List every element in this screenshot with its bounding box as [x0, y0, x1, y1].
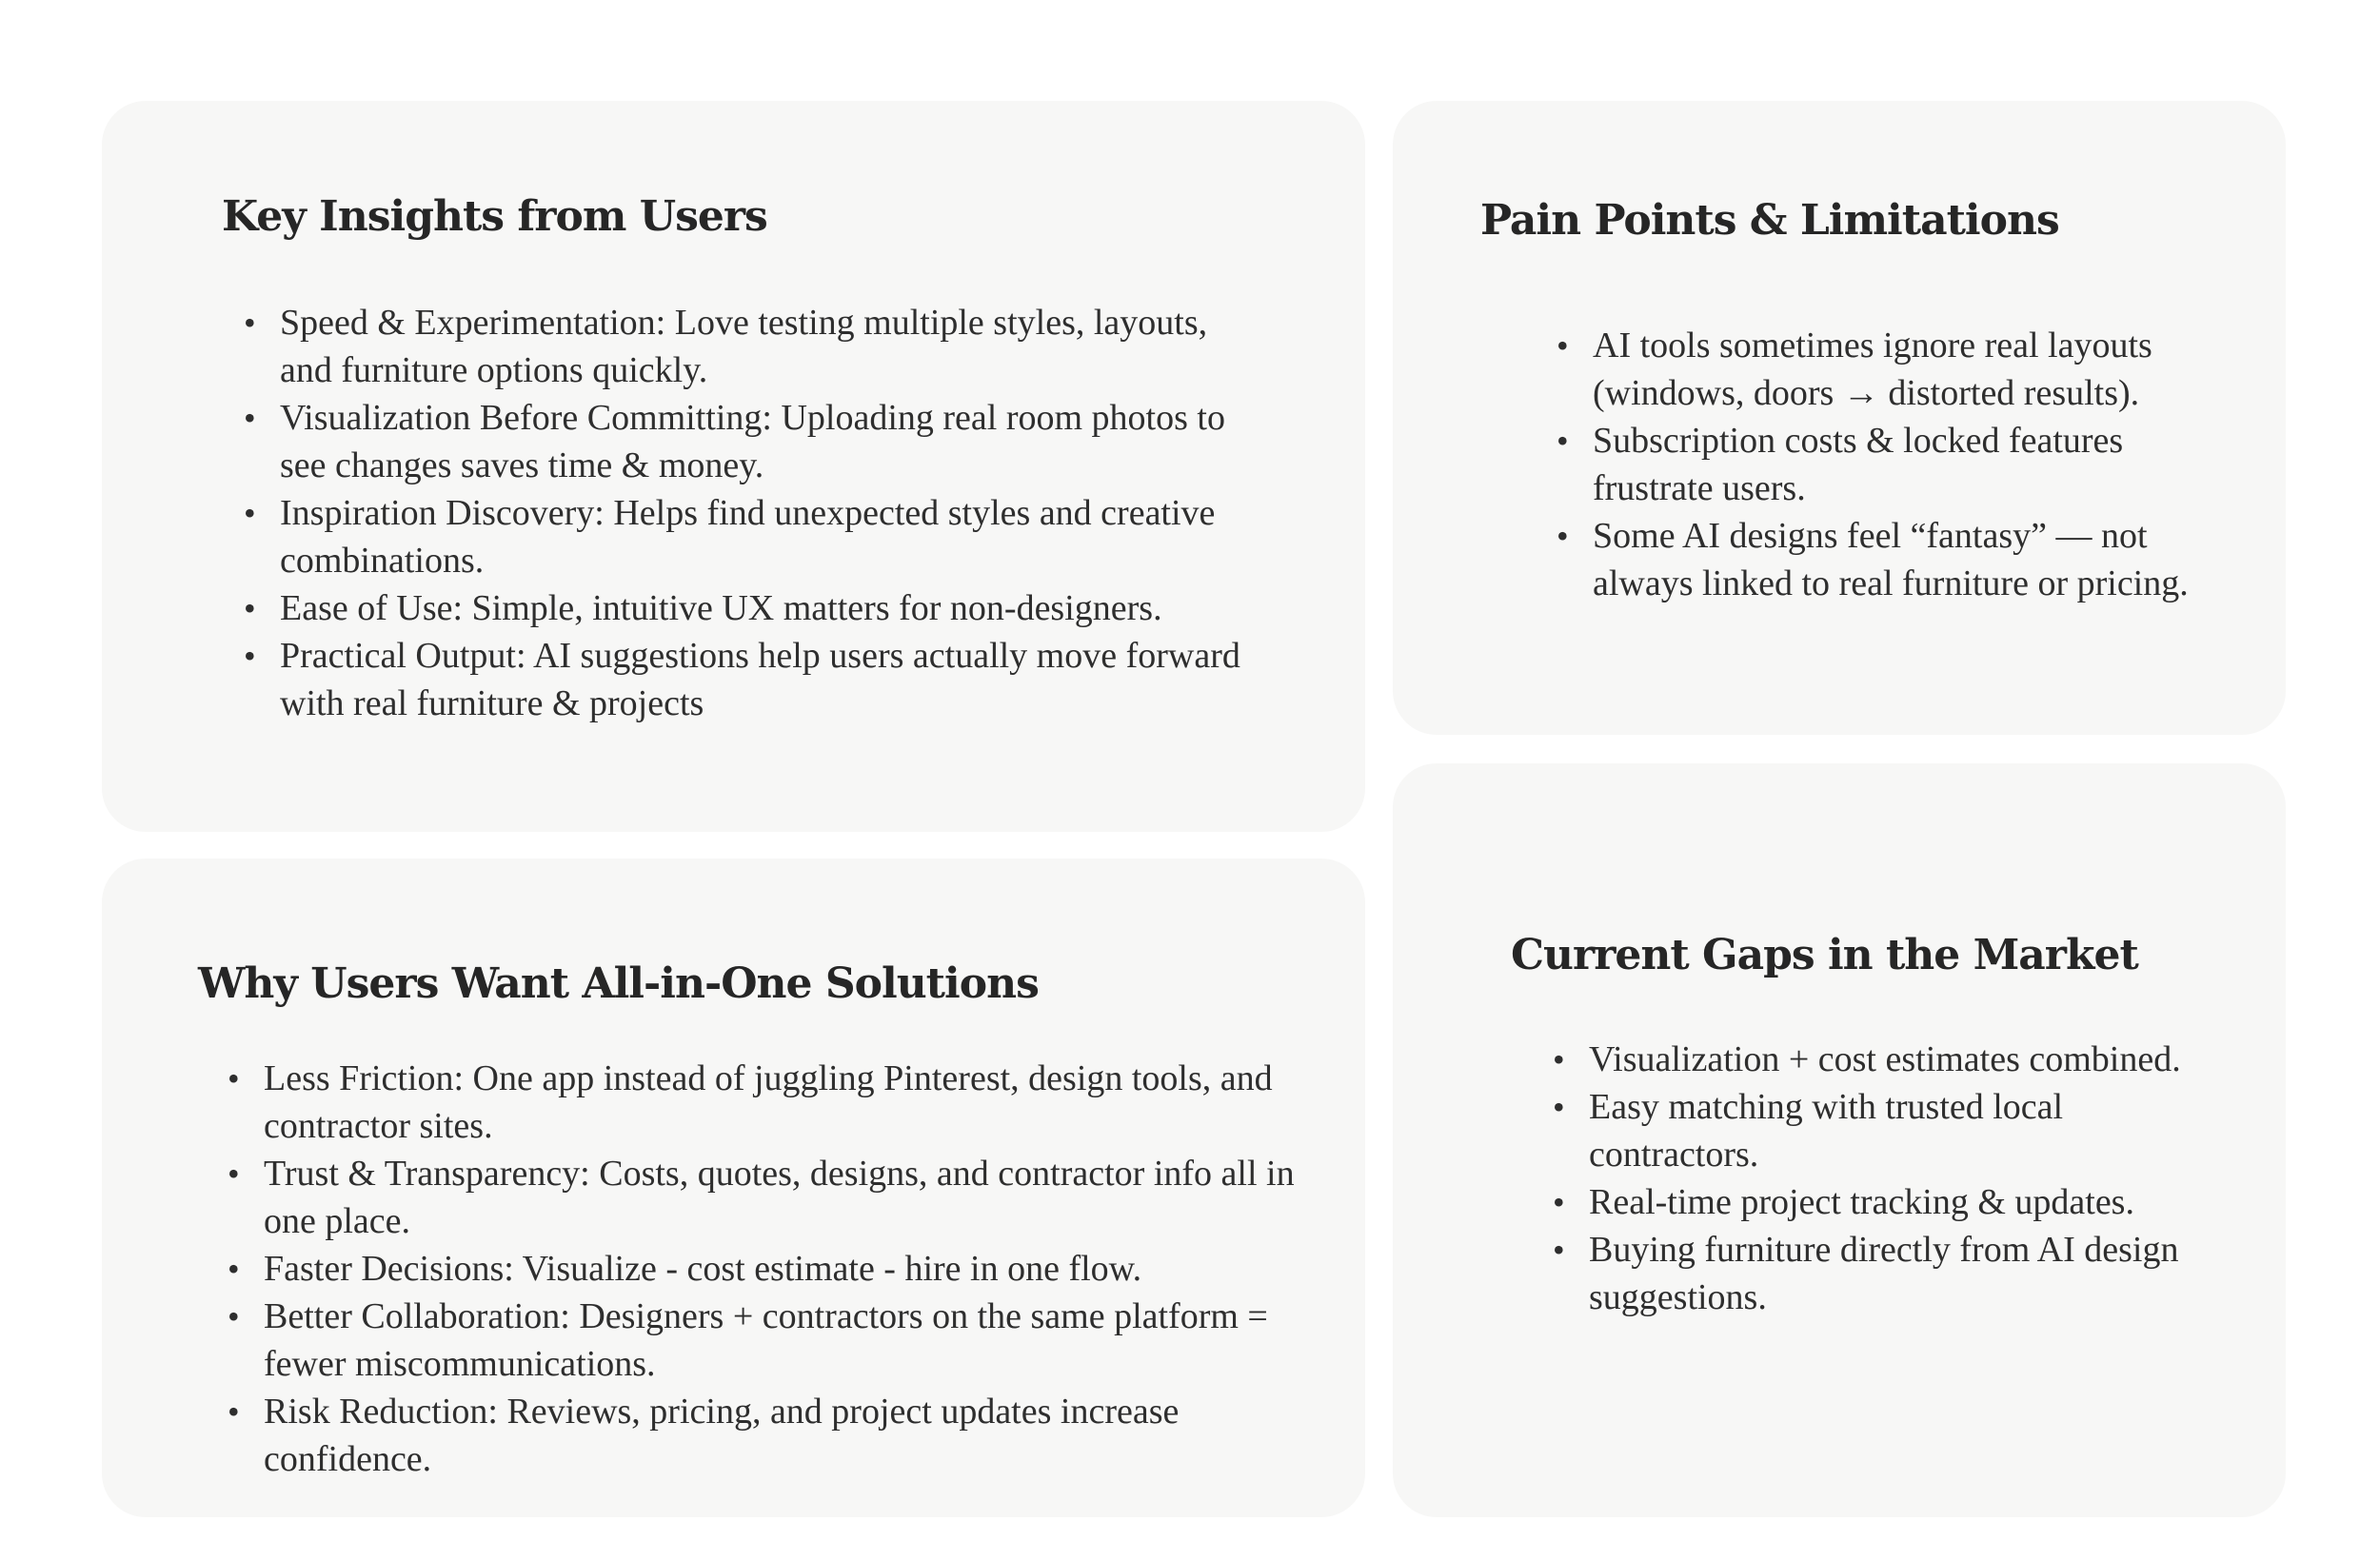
list-item: • Easy matching with trusted local contractors. — [1589, 1083, 2236, 1178]
key-insights-list — [280, 299, 1241, 727]
pain-points-card — [1393, 101, 2286, 735]
key-insights-title: Key Insights from Users — [222, 192, 767, 241]
market-gaps-title: Current Gaps in the Market — [1511, 931, 2138, 979]
key-insights-card — [102, 101, 1365, 832]
list-item: • Real-time project tracking & updates. — [1589, 1178, 2236, 1226]
list-item: • Trust & Transparency: Costs, quotes, designs, and contractor info all in one place. — [264, 1150, 1320, 1245]
pain-points-title: Pain Points & Limitations — [1480, 196, 2059, 245]
all-in-one-list — [264, 1055, 1320, 1483]
market-gaps-list — [1589, 1036, 2236, 1321]
list-item: • Some AI designs feel “fantasy” — not always linked to real furniture or pricing. — [1593, 512, 2202, 607]
list-item: • Risk Reduction: Reviews, pricing, and project updates increase confidence. — [264, 1388, 1320, 1483]
all-in-one-title: Why Users Want All-in-One Solutions — [198, 959, 1039, 1008]
market-gaps-card — [1393, 763, 2286, 1517]
list-item: • Speed & Experimentation: Love testing multiple styles, layouts, and furniture options quickly. — [280, 299, 1241, 394]
list-item: • AI tools sometimes ignore real layouts (windows, doors → distorted results). — [1593, 322, 2202, 417]
list-item: • Less Friction: One app instead of juggling Pinterest, design tools, and contractor sites. — [264, 1055, 1320, 1150]
list-item: • Subscription costs & locked features frustrate users. — [1593, 417, 2202, 512]
pain-points-list — [1593, 322, 2202, 607]
list-item: • Visualization + cost estimates combined. — [1589, 1036, 2236, 1083]
list-item: • Ease of Use: Simple, intuitive UX matters for non-designers. — [280, 584, 1241, 632]
all-in-one-card — [102, 859, 1365, 1517]
list-item: • Visualization Before Committing: Uploading real room photos to see changes saves time & money. — [280, 394, 1241, 489]
list-item: • Buying furniture directly from AI design suggestions. — [1589, 1226, 2236, 1321]
list-item: • Inspiration Discovery: Helps find unexpected styles and creative combinations. — [280, 489, 1241, 584]
list-item: • Practical Output: AI suggestions help users actually move forward with real furniture & projects — [280, 632, 1241, 727]
list-item: • Faster Decisions: Visualize - cost estimate - hire in one flow. — [264, 1245, 1320, 1293]
list-item: • Better Collaboration: Designers + contractors on the same platform = fewer miscommunications. — [264, 1293, 1320, 1388]
